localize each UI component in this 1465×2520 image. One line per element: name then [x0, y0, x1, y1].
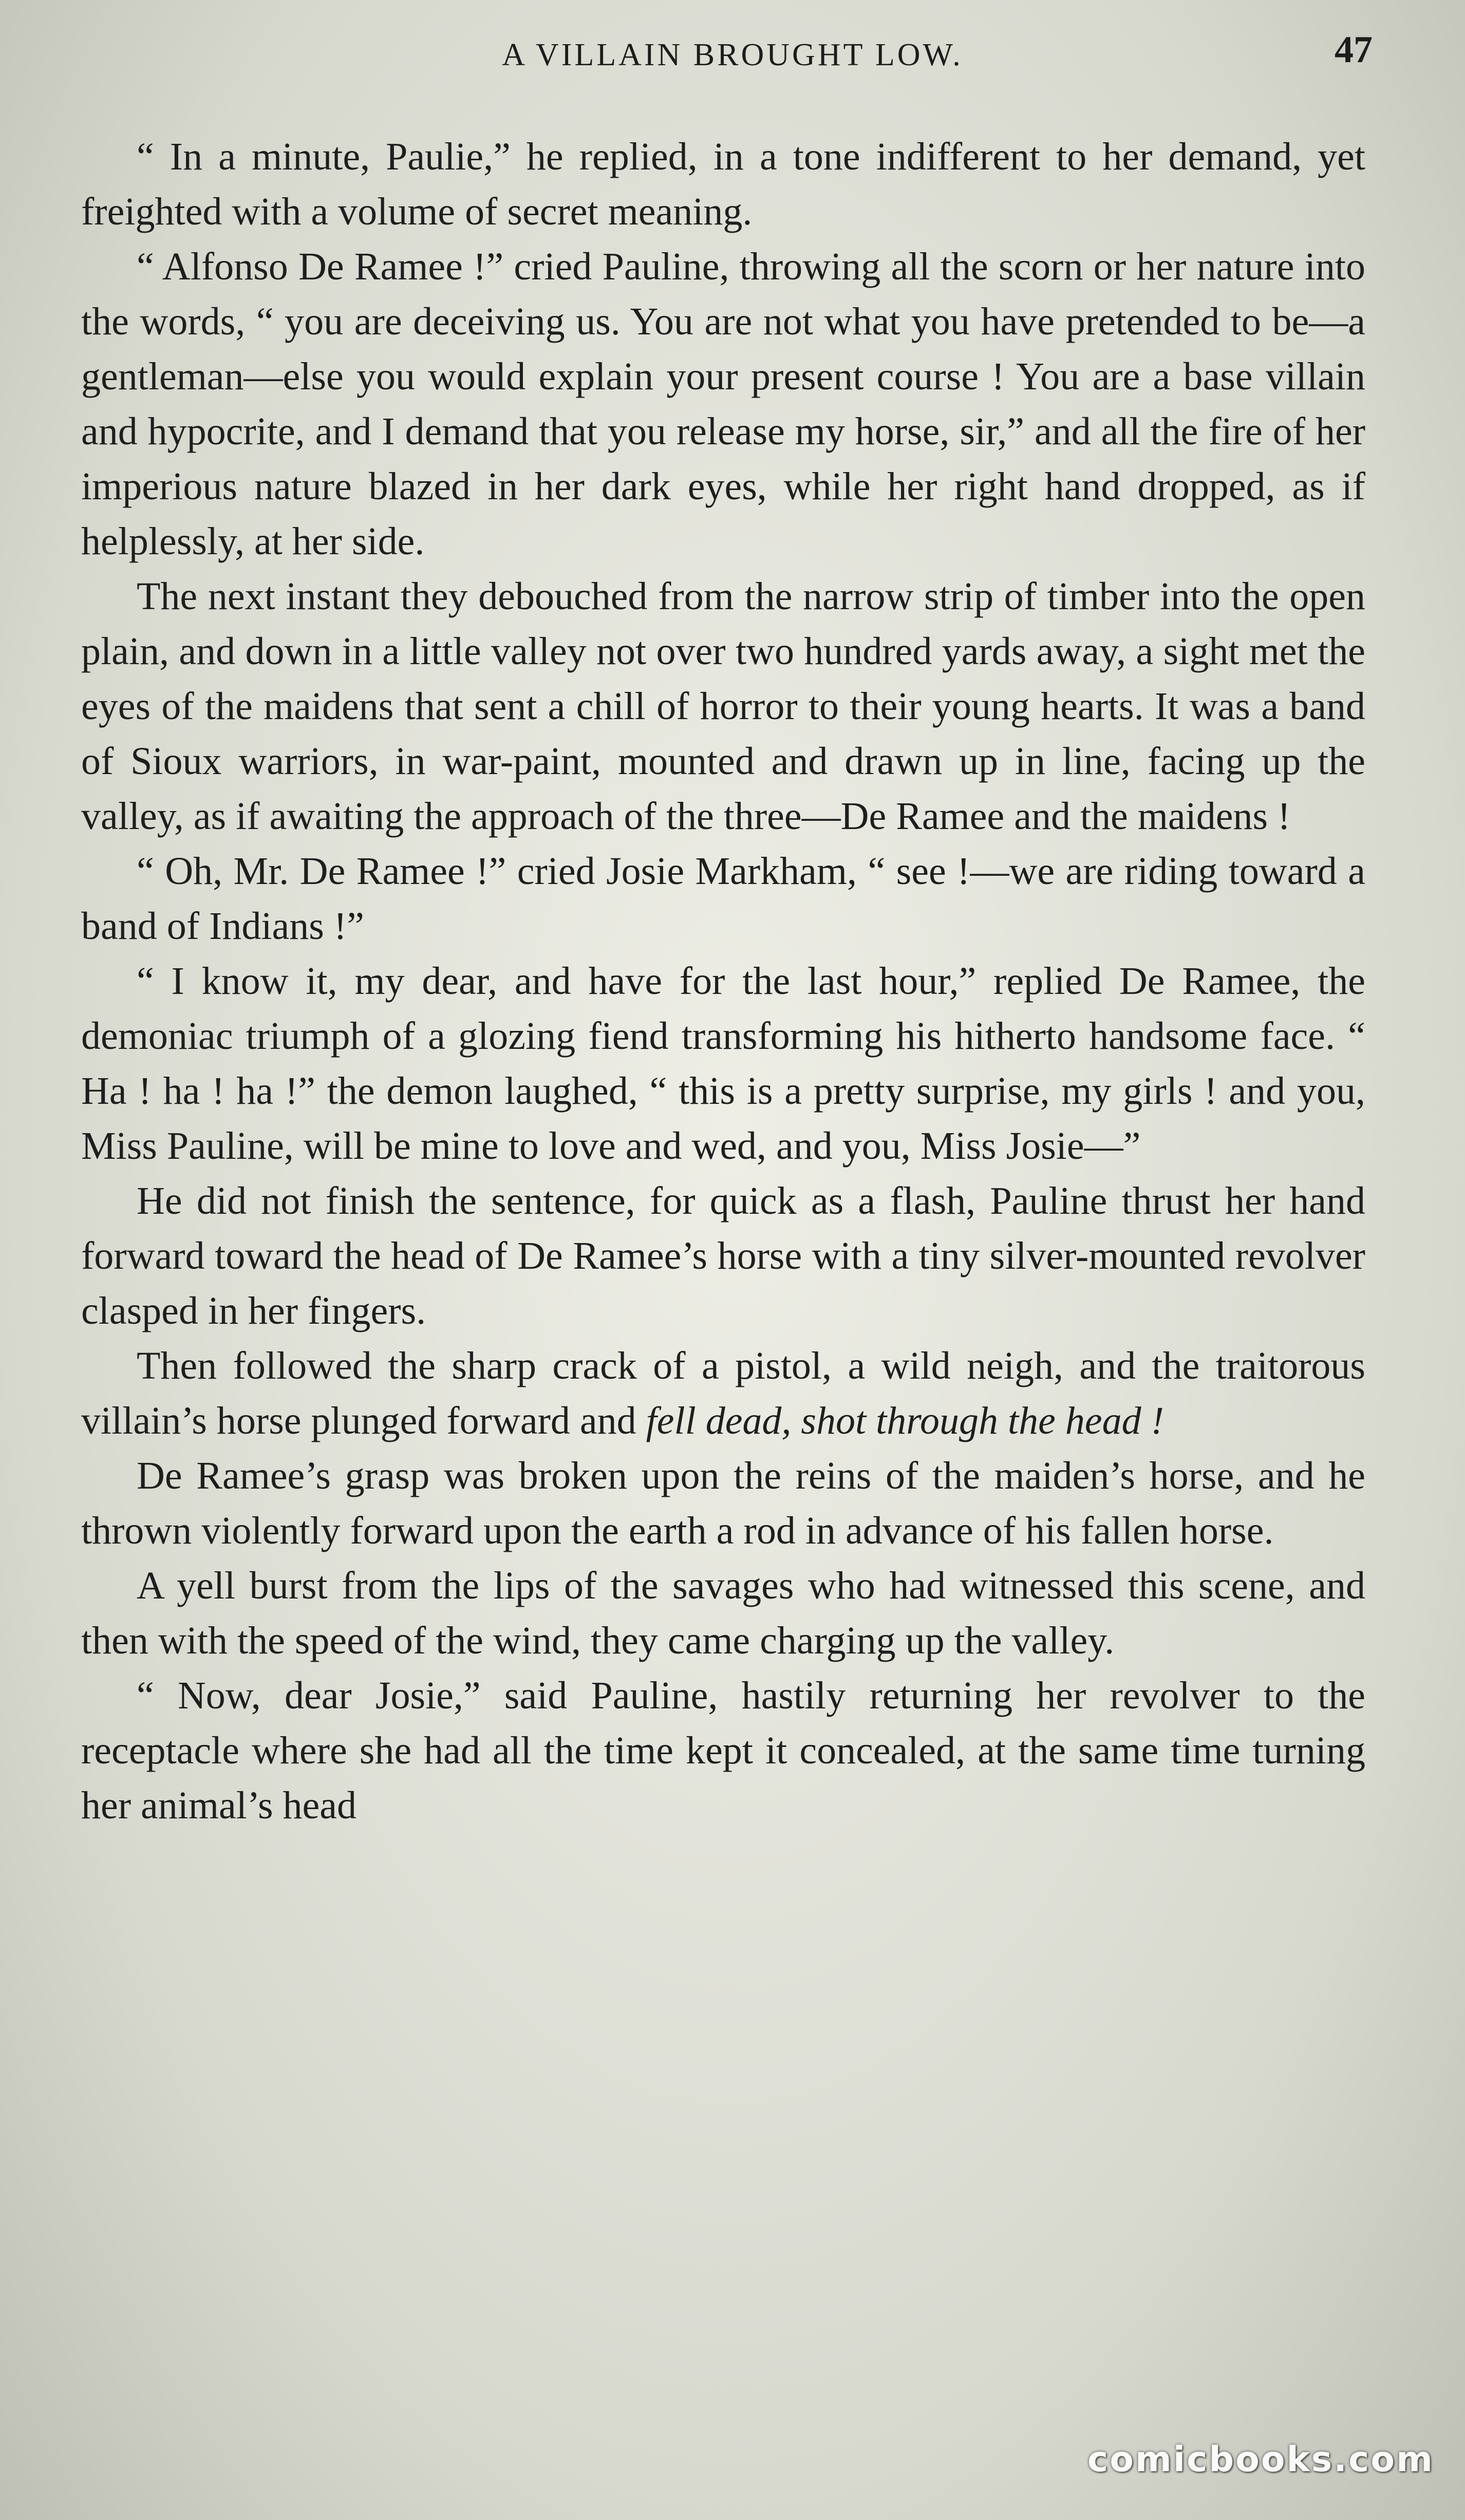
paragraph-text: The next instant they debouched from the narrow strip of timber into the open plain, and down in a little valley not over two hundred yards away, a sight met the eyes of the maidens that sent a chill of horror to their young hearts. It was a band of Sioux warriors, in war-paint, mounted and drawn up in line, facing up the valley, as if awaiting the approach of the three—De Ramee and the maidens ! — [81, 575, 1365, 838]
paragraph-text: “ Now, dear Josie,” said Pauline, hastily returning her revolver to the receptacle where she had all the time kept it concealed, at the same time turning her animal’s head — [81, 1674, 1365, 1827]
paragraph-text: “ In a minute, Paulie,” he replied, in a tone indifferent to her demand, yet freighted with a volume of secret meaning. — [81, 135, 1365, 233]
paragraph — [81, 1449, 1365, 1558]
paragraph-text: “ I know it, my dear, and have for the last hour,” replied De Ramee, the demoniac triumph of a glozing fiend transforming his hitherto handsome face. “ Ha ! ha ! ha !” the demon laughed, “ this is a pretty surprise, my girls ! and you, Miss Pauline, will be mine to love and wed, and you, Miss Josie—” — [81, 960, 1365, 1168]
paragraph — [81, 569, 1365, 844]
paragraph-text: A yell burst from the lips of the savages who had witnessed this scene, and then with the speed of the wind, they came charging up the valley. — [81, 1564, 1365, 1662]
body-text — [81, 129, 1365, 1833]
paragraph-text: He did not finish the sentence, for quick as a flash, Pauline thrust her hand forward toward the head of De Ramee’s horse with a tiny silver-mounted revolver clasped in her fingers. — [81, 1179, 1365, 1332]
paragraph — [81, 1668, 1365, 1833]
page-number: 47 — [1335, 29, 1373, 71]
paragraph-text: “ Alfonso De Ramee !” cried Pauline, throwing all the scorn or her nature into the words, “ you are deceiving us. You are not what you have pretended to be—a gentleman—else you would explain your present course ! You are a base villain and hypocrite, and I demand that you release my horse, sir,” and all the fire of her imperious nature blazed in her dark eyes, while her right hand dropped, as if helplessly, at her side. — [81, 245, 1365, 563]
paragraph-text: “ Oh, Mr. De Ramee !” cried Josie Markham, “ see !—we are riding toward a band of Indians !” — [81, 850, 1365, 948]
paragraph — [81, 1174, 1365, 1339]
paragraph — [81, 239, 1365, 569]
paragraph — [81, 1339, 1365, 1449]
paragraph-text: De Ramee’s grasp was broken upon the reins of the maiden’s horse, and he thrown violently forward upon the earth a rod in advance of his fallen horse. — [81, 1454, 1365, 1552]
paragraph-text: Then followed the sharp crack of a pistol, a wild neigh, and the traitorous villain’s horse plunged forward and — [81, 1344, 1365, 1442]
page-header — [82, 29, 1383, 78]
paragraph — [81, 954, 1365, 1174]
paragraph — [81, 1558, 1365, 1668]
paragraph — [81, 129, 1365, 239]
running-head: A VILLAIN BROUGHT LOW. — [502, 37, 963, 72]
paragraph — [81, 844, 1365, 954]
italic-text: fell dead, shot through the head ! — [646, 1399, 1164, 1442]
watermark: comicbooks.com — [1087, 2439, 1434, 2480]
